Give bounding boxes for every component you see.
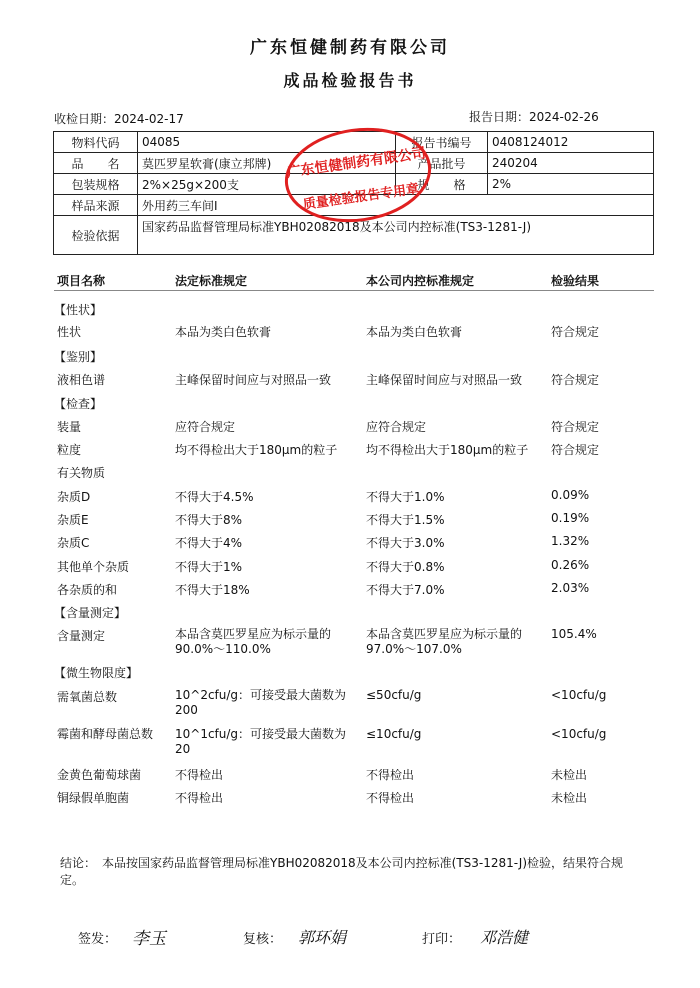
source-value: 外用药三车间Ⅰ — [138, 195, 654, 216]
row-internal: 不得大于1.0% — [366, 490, 445, 504]
row-internal: 均不得检出大于180μm的粒子 — [366, 443, 529, 457]
row-item: 含量测定 — [57, 629, 106, 643]
row-internal: 应符合规定 — [366, 420, 427, 434]
row-result: 符合规定 — [551, 325, 600, 339]
row-item: 装量 — [57, 420, 82, 434]
issue-signature: 李玉 — [132, 929, 166, 949]
row-item: 有关物质 — [57, 466, 106, 480]
row-internal: 不得检出 — [366, 791, 415, 805]
row-legal: 不得检出 — [175, 768, 224, 782]
spec-value: 2% — [488, 174, 654, 195]
row-result: 未检出 — [551, 768, 588, 782]
row-result: 2.03% — [551, 581, 590, 595]
row-legal: 主峰保留时间应与对照品一致 — [175, 373, 332, 387]
row-internal: 本品为类白色软膏 — [366, 325, 463, 339]
row-internal: ≤10cfu/g — [366, 727, 422, 741]
stamp-line1: 广东恒健制药有限公司 — [285, 145, 427, 181]
row-legal: 本品为类白色软膏 — [175, 325, 272, 339]
report-date: 报告日期：2024-02-26 — [469, 110, 599, 124]
row-item: 杂质C — [57, 536, 90, 550]
col-header-result: 检验结果 — [551, 274, 600, 288]
row-item: 各杂质的和 — [57, 583, 118, 597]
batch-label: 产品批号 — [396, 153, 488, 174]
print-signature: 邓浩健 — [480, 928, 529, 947]
print-label: 打印： — [422, 932, 462, 947]
quality-stamp — [283, 127, 433, 223]
source-label: 样品来源 — [54, 195, 138, 216]
row-item: 杂质D — [57, 490, 91, 504]
code-label: 物料代码 — [54, 132, 138, 153]
company-name: 广东恒健制药有限公司 — [250, 38, 450, 58]
col-header-item: 项目名称 — [57, 274, 106, 288]
review-label: 复核： — [243, 932, 283, 947]
col-header-internal: 本公司内控标准规定 — [366, 274, 475, 288]
col-header-legal: 法定标准规定 — [175, 274, 248, 288]
code-value: 04085 — [138, 132, 396, 153]
basis-label: 检验依据 — [54, 216, 138, 255]
row-legal: 不得大于4.5% — [175, 490, 254, 504]
row-item: 性状 — [57, 325, 82, 339]
basis-value: 国家药品监督管理局标准YBH02082018及本公司内控标准(TS3-1281-J) — [138, 216, 654, 255]
spec-label: 规 格 — [396, 174, 488, 195]
row-result: 符合规定 — [551, 420, 600, 434]
row-internal: 不得大于3.0% — [366, 536, 445, 550]
section-assay: 【含量测定】 — [54, 606, 127, 620]
row-result: 105.4% — [551, 627, 597, 641]
row-item: 金黄色葡萄球菌 — [57, 768, 142, 782]
section-inspection: 【检查】 — [54, 397, 103, 411]
row-legal: 不得大于8% — [175, 513, 243, 527]
issue-label: 签发： — [78, 932, 118, 947]
row-legal: 不得大于4% — [175, 536, 243, 550]
row-internal: 不得大于7.0% — [366, 583, 445, 597]
row-result: <10cfu/g — [551, 727, 607, 741]
row-legal: 10^1cfu/g：可接受最大菌数为20 — [175, 727, 347, 756]
row-legal: 不得大于1% — [175, 560, 243, 574]
review-signature: 郭环娟 — [298, 928, 347, 947]
row-internal: 主峰保留时间应与对照品一致 — [366, 373, 523, 387]
row-internal: 不得大于0.8% — [366, 560, 445, 574]
row-legal: 本品含莫匹罗星应为标示量的90.0%～110.0% — [175, 627, 332, 656]
row-item: 杂质E — [57, 513, 89, 527]
row-item: 铜绿假单胞菌 — [57, 791, 130, 805]
row-result: 0.26% — [551, 558, 590, 572]
row-result: <10cfu/g — [551, 688, 607, 702]
section-identification: 【鉴别】 — [54, 350, 103, 364]
row-result: 0.19% — [551, 511, 590, 525]
row-item: 液相色谱 — [57, 373, 106, 387]
row-internal: ≤50cfu/g — [366, 688, 422, 702]
name-label: 品 名 — [54, 153, 138, 174]
row-result: 符合规定 — [551, 443, 600, 457]
row-legal: 均不得检出大于180μm的粒子 — [175, 443, 338, 457]
row-internal: 本品含莫匹罗星应为标示量的97.0%～107.0% — [366, 627, 523, 656]
row-item: 粒度 — [57, 443, 82, 457]
row-internal: 不得检出 — [366, 768, 415, 782]
row-legal: 不得检出 — [175, 791, 224, 805]
stamp-line2: 质量检验报告专用章 — [302, 181, 421, 213]
received-date: 收检日期：2024-02-17 — [54, 112, 184, 126]
section-microbial: 【微生物限度】 — [54, 666, 139, 680]
header-rule — [54, 290, 654, 291]
batch-value: 240204 — [488, 153, 654, 174]
row-legal: 10^2cfu/g：可接受最大菌数为200 — [175, 688, 347, 717]
row-internal: 不得大于1.5% — [366, 513, 445, 527]
name-value: 莫匹罗星软膏(康立邦牌) — [138, 153, 396, 174]
pack-value: 2%×25g×200支 — [138, 174, 396, 195]
row-result: 0.09% — [551, 488, 590, 502]
document-title: 成品检验报告书 — [283, 71, 417, 90]
report-no-value: 0408124012 — [488, 132, 654, 153]
row-legal: 不得大于18% — [175, 583, 250, 597]
row-legal: 应符合规定 — [175, 420, 236, 434]
row-item: 需氧菌总数 — [57, 690, 118, 704]
pack-label: 包装规格 — [54, 174, 138, 195]
row-result: 1.32% — [551, 534, 590, 548]
section-appearance: 【性状】 — [54, 303, 103, 317]
row-item: 其他单个杂质 — [57, 560, 130, 574]
row-result: 未检出 — [551, 791, 588, 805]
report-no-label: 报告书编号 — [396, 132, 488, 153]
row-item: 霉菌和酵母菌总数 — [57, 727, 154, 741]
conclusion: 结论： 本品按国家药品监督管理局标准YBH02082018及本公司内控标准(TS3-1281-J)检验，结果符合规定。 — [60, 856, 624, 887]
row-result: 符合规定 — [551, 373, 600, 387]
